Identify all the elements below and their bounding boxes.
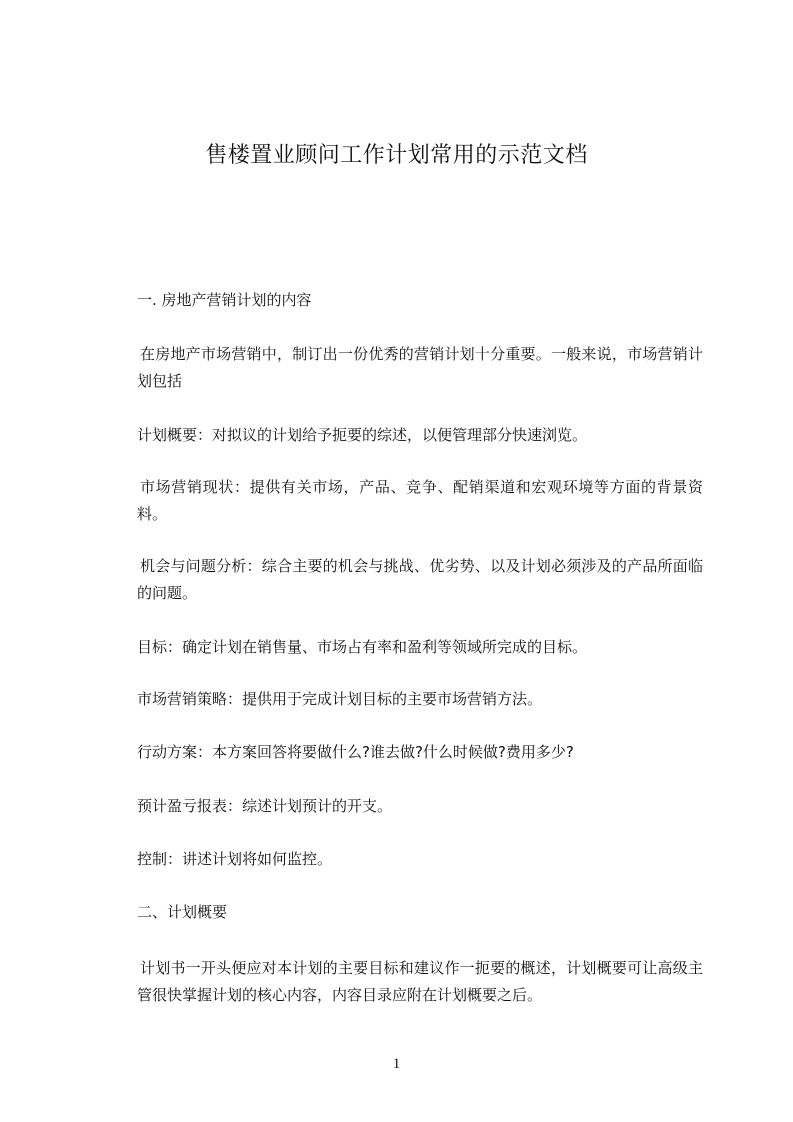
document-title: 售楼置业顾问工作计划常用的示范文档 [205, 143, 588, 168]
paragraph-marketing-strategy: 市场营销策略：提供用于完成计划目标的主要市场营销方法。 [137, 690, 543, 708]
paragraph-plan-summary: 计划概要：对拟议的计划给予扼要的综述，以便管理部分快速浏览。 [137, 426, 588, 444]
paragraph-market-status: 市场营销现状：提供有关市场，产品、竞争、配销渠道和宏观环境等方面的背景资料。 [137, 478, 703, 523]
paragraph-plan-overview: 计划书一开头便应对本计划的主要目标和建议作一扼要的概述，计划概要可让高级主管很快掌握计划的核心内容，内容目录应附在计划概要之后。 [137, 959, 703, 1004]
paragraph-profit-forecast: 预计盈亏报表：综述计划预计的开支。 [137, 797, 393, 815]
paragraph-control: 控制：讲述计划将如何监控。 [137, 850, 333, 868]
paragraph-intro: 在房地产市场营销中，制订出一份优秀的营销计划十分重要。一般来说，市场营销计划包括 [137, 345, 703, 390]
paragraph-opportunity-analysis: 机会与问题分析：综合主要的机会与挑战、优劣势、以及计划必须涉及的产品所面临的问题。 [137, 557, 703, 602]
paragraph-goals: 目标：确定计划在销售量、市场占有率和盈利等领域所完成的目标。 [137, 638, 588, 656]
section-heading-1: 一. 房地产营销计划的内容 [137, 291, 312, 309]
page-number: 1 [392, 1056, 401, 1072]
section-heading-2: 二、计划概要 [137, 903, 228, 921]
paragraph-action-plan: 行动方案：本方案回答将要做什么?谁去做?什么时候做?费用多少? [137, 743, 574, 761]
